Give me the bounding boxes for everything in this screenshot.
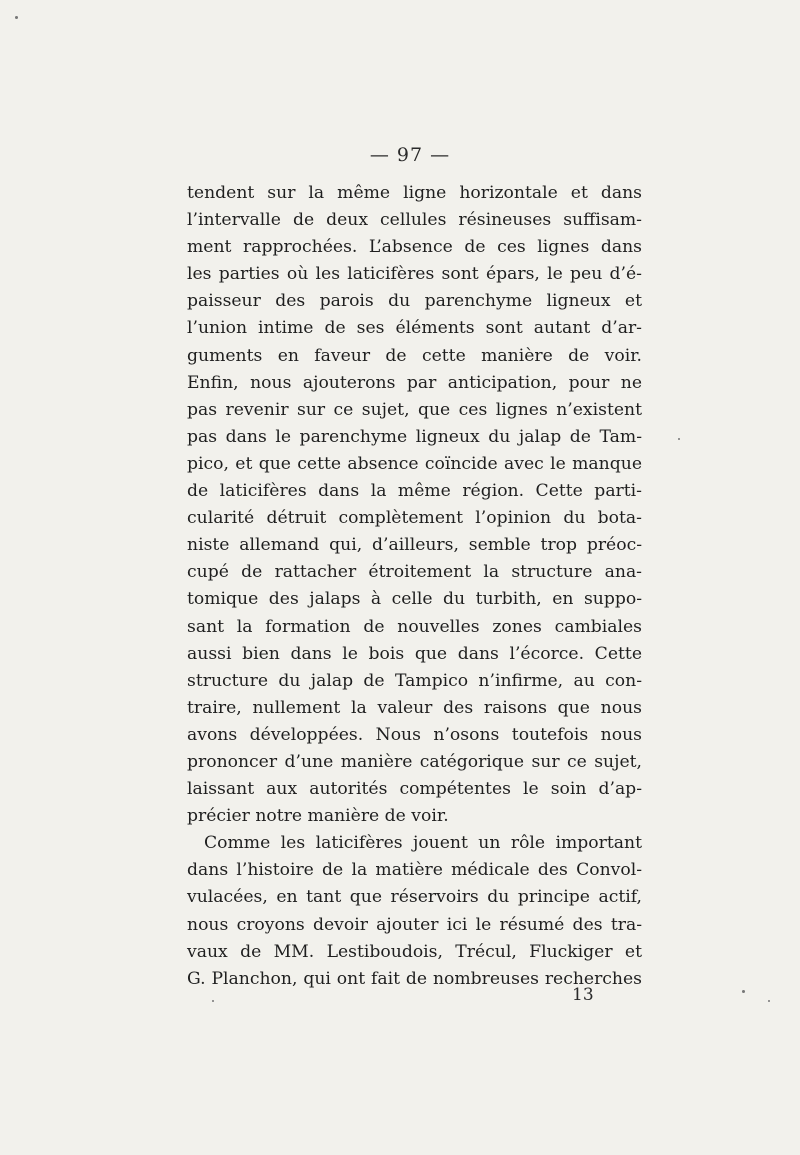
body-text [187, 180, 642, 993]
signature-mark: 13 [572, 985, 594, 1005]
text-line: ment rapprochées. L’absence de ces lignes dans [187, 237, 642, 258]
paper-speck [15, 16, 18, 19]
paragraph-start-line: Comme les laticifères jouent un rôle important [204, 833, 642, 854]
paragraph-end-line: précier notre manière de voir. [187, 806, 449, 827]
text-line: vaux de MM. Lestiboudois, Trécul, Fluckiger et [187, 941, 642, 962]
text-line: traire, nullement la valeur des raisons que nous [187, 697, 642, 718]
text-line: de laticifères dans la même région. Cette parti- [187, 481, 642, 502]
paper-speck [768, 1000, 770, 1002]
text-line: laissant aux autorités compétentes le soin d’ap- [187, 779, 642, 800]
text-line: l’intervalle de deux cellules résineuses suffisam- [187, 210, 642, 231]
text-line: Enfin, nous ajouterons par anticipation, pour ne [187, 372, 642, 393]
text-line: cupé de rattacher étroitement la structure ana- [187, 562, 642, 583]
text-line: vulacées, en tant que réservoirs du principe actif, [187, 887, 642, 908]
text-line: pas revenir sur ce sujet, que ces lignes n’existent [187, 399, 642, 420]
text-line: sant la formation de nouvelles zones cambiales [187, 616, 642, 637]
text-line: tomique des jalaps à celle du turbith, en suppo- [187, 589, 642, 610]
text-line: cularité détruit complètement l’opinion du bota- [187, 508, 642, 529]
text-line: G. Planchon, qui ont fait de nombreuses recherches [187, 968, 642, 989]
text-line: dans l’histoire de la matière médicale des Convol- [187, 860, 642, 881]
text-line: structure du jalap de Tampico n’infirme, au con- [187, 670, 642, 691]
paper-speck [678, 438, 680, 440]
text-line: les parties où les laticifères sont épars, le peu d’é- [187, 264, 642, 285]
text-line: guments en faveur de cette manière de voir. [187, 345, 642, 366]
text-line: paisseur des parois du parenchyme ligneux et [187, 291, 642, 312]
paper-speck [742, 990, 745, 993]
text-line: pico, et que cette absence coïncide avec le manque [187, 453, 642, 474]
text-line: avons développées. Nous n’osons toutefois nous [187, 724, 642, 745]
text-line: nous croyons devoir ajouter ici le résumé des tra- [187, 914, 642, 935]
text-line: niste allemand qui, d’ailleurs, semble trop préoc- [187, 535, 642, 556]
paper-speck [212, 1000, 214, 1002]
text-line: pas dans le parenchyme ligneux du jalap de Tam- [187, 426, 642, 447]
text-line: tendent sur la même ligne horizontale et dans [187, 183, 642, 203]
page-number: — 97 — [369, 144, 451, 166]
text-line: prononcer d’une manière catégorique sur ce sujet, [187, 751, 642, 772]
text-line: l’union intime de ses éléments sont autant d’ar- [187, 318, 642, 339]
text-line: aussi bien dans le bois que dans l’écorce. Cette [187, 643, 642, 664]
